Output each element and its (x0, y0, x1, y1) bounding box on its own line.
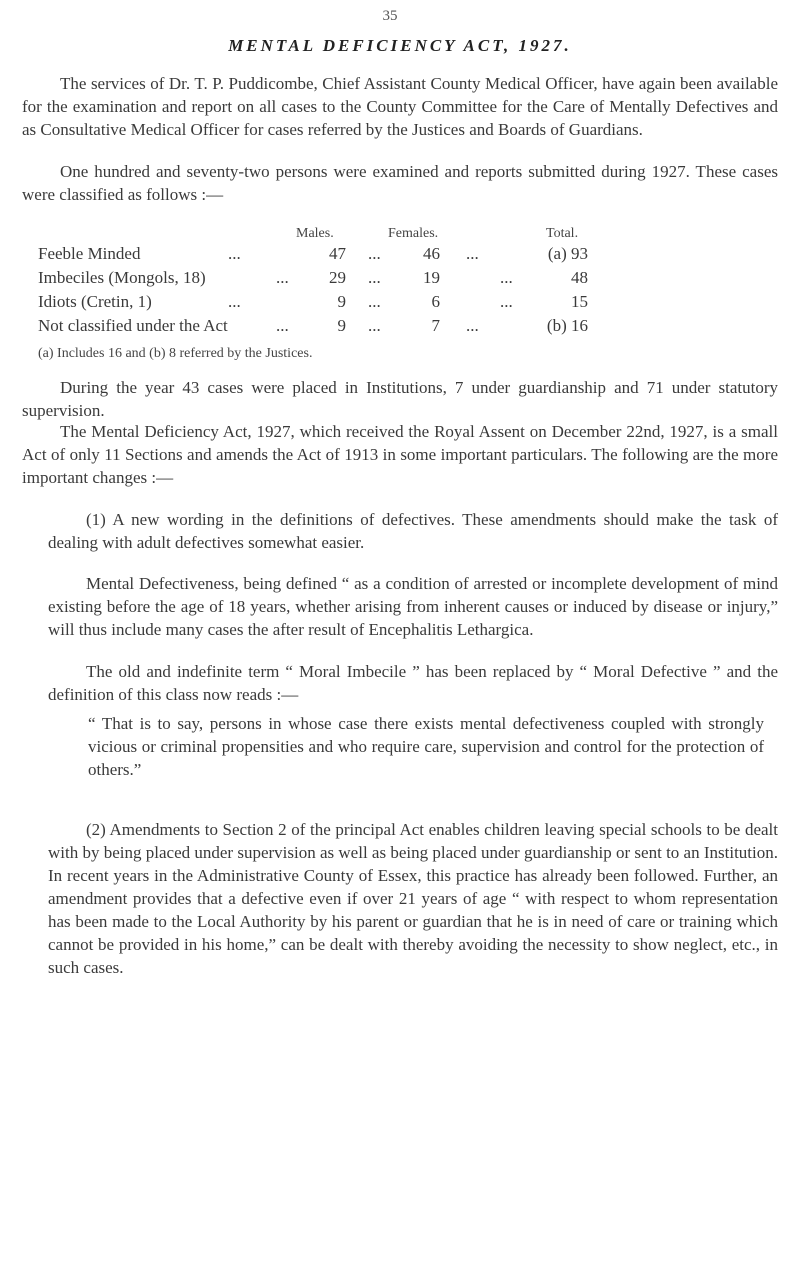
females-value: 7 (431, 316, 440, 335)
table-row (38, 244, 778, 268)
change-1-paragraph (48, 508, 778, 554)
leader-dots: ... (368, 316, 381, 335)
leader-dots: ... (368, 244, 381, 263)
leader-dots: ... (368, 292, 381, 311)
row-label: Not classified under the Act (38, 316, 228, 335)
row-label: Imbeciles (Mongols, 18) (38, 268, 206, 287)
row-label: Feeble Minded (38, 244, 141, 263)
paragraph-text: Mental Defectiveness, being defined “ as a condition of arrested or incomplete development of mind existing before the age of 18 years, whether arising from inherent causes or induced by disease or injury,” will thus include many cases the after result of Encephalitis Lethargica. (48, 574, 778, 639)
act-paragraph (22, 420, 778, 489)
paragraph-text: One hundred and seventy-two persons were examined and reports submitted during 1927. These cases were classified as follows :— (22, 162, 778, 204)
page-number: 35 (382, 8, 398, 24)
paragraph-text: The old and indefinite term “ Moral Imbecile ” has been replaced by “ Moral Defective ” and the definition of this class now reads :— (48, 662, 778, 704)
leader-dots: ... (228, 292, 241, 311)
table-row (38, 268, 778, 292)
total-value: (b) 16 (546, 316, 588, 335)
row-label: Idiots (Cretin, 1) (38, 292, 152, 311)
total-value: 48 (571, 268, 588, 287)
page-title: MENTAL DEFICIENCY ACT, 1927. (228, 36, 572, 55)
leader-dots: ... (276, 268, 289, 287)
males-value: 29 (329, 268, 346, 287)
paragraph-text: The services of Dr. T. P. Puddicombe, Chief Assistant County Medical Officer, have again been available for the examination and report on all cases to the County Committee for the Care of Mentally Defectives and as Consultative Medical Officer for cases referred by the Justices and Boards of Guardians. (22, 74, 778, 139)
females-value: 19 (423, 268, 440, 287)
table-header (38, 222, 778, 244)
table-footnote: (a) Includes 16 and (b) 8 referred by the Justices. (38, 346, 313, 361)
paragraph-text: (2) Amendments to Section 2 of the principal Act enables children leaving special schools to be dealt with by being placed under supervision as well as being placed under guardianship or sent to an Institution. In recent years in the Administrative County of Essex, this practice has already been followed. Further, an amendment provides that a defective even if over 21 years of age “ with respect to whom representation has been made to the Local Authority by his parent or guardian that he is in need of care or training which cannot be provided in his home,” can be dealt with thereby avoiding the necessity to show neglect, etc., in such cases. (48, 820, 778, 977)
header-males: Males. (296, 226, 334, 241)
header-total: Total. (546, 226, 579, 241)
definition-paragraph (48, 572, 778, 641)
quote-text: “ That is to say, persons in whose case there exists mental defectiveness coupled with strongly vicious or criminal propensities and who require care, supervision and control for the protection of others.” (88, 714, 764, 779)
females-value: 46 (423, 244, 440, 263)
leader-dots: ... (466, 316, 479, 335)
header-females: Females. (388, 226, 439, 241)
males-value: 9 (337, 316, 346, 335)
examined-paragraph (22, 160, 778, 206)
total-value: 15 (571, 292, 588, 311)
change-2-paragraph (48, 818, 778, 979)
leader-dots: ... (228, 244, 241, 263)
placed-paragraph (22, 376, 778, 422)
males-value: 47 (329, 244, 346, 263)
leader-dots: ... (466, 244, 479, 263)
table-row (38, 292, 778, 316)
males-value: 9 (337, 292, 346, 311)
classification-table (38, 222, 778, 340)
paragraph-text: The Mental Deficiency Act, 1927, which received the Royal Assent on December 22nd, 1927, is a small Act of only 11 Sections and amends the Act of 1913 in some important particulars. The following are the more important changes :— (22, 422, 778, 487)
leader-dots: ... (500, 292, 513, 311)
services-paragraph (22, 72, 778, 141)
table-row (38, 316, 778, 340)
total-value: (a) 93 (547, 244, 588, 263)
females-value: 6 (431, 292, 440, 311)
definition-quote (88, 712, 764, 781)
paragraph-text: During the year 43 cases were placed in Institutions, 7 under guardianship and 71 under statutory supervision. (22, 378, 778, 420)
leader-dots: ... (500, 268, 513, 287)
leader-dots: ... (368, 268, 381, 287)
leader-dots: ... (276, 316, 289, 335)
moral-defective-paragraph (48, 660, 778, 706)
paragraph-text: (1) A new wording in the definitions of defectives. These amendments should make the task of dealing with adult defectives somewhat easier. (48, 510, 778, 552)
